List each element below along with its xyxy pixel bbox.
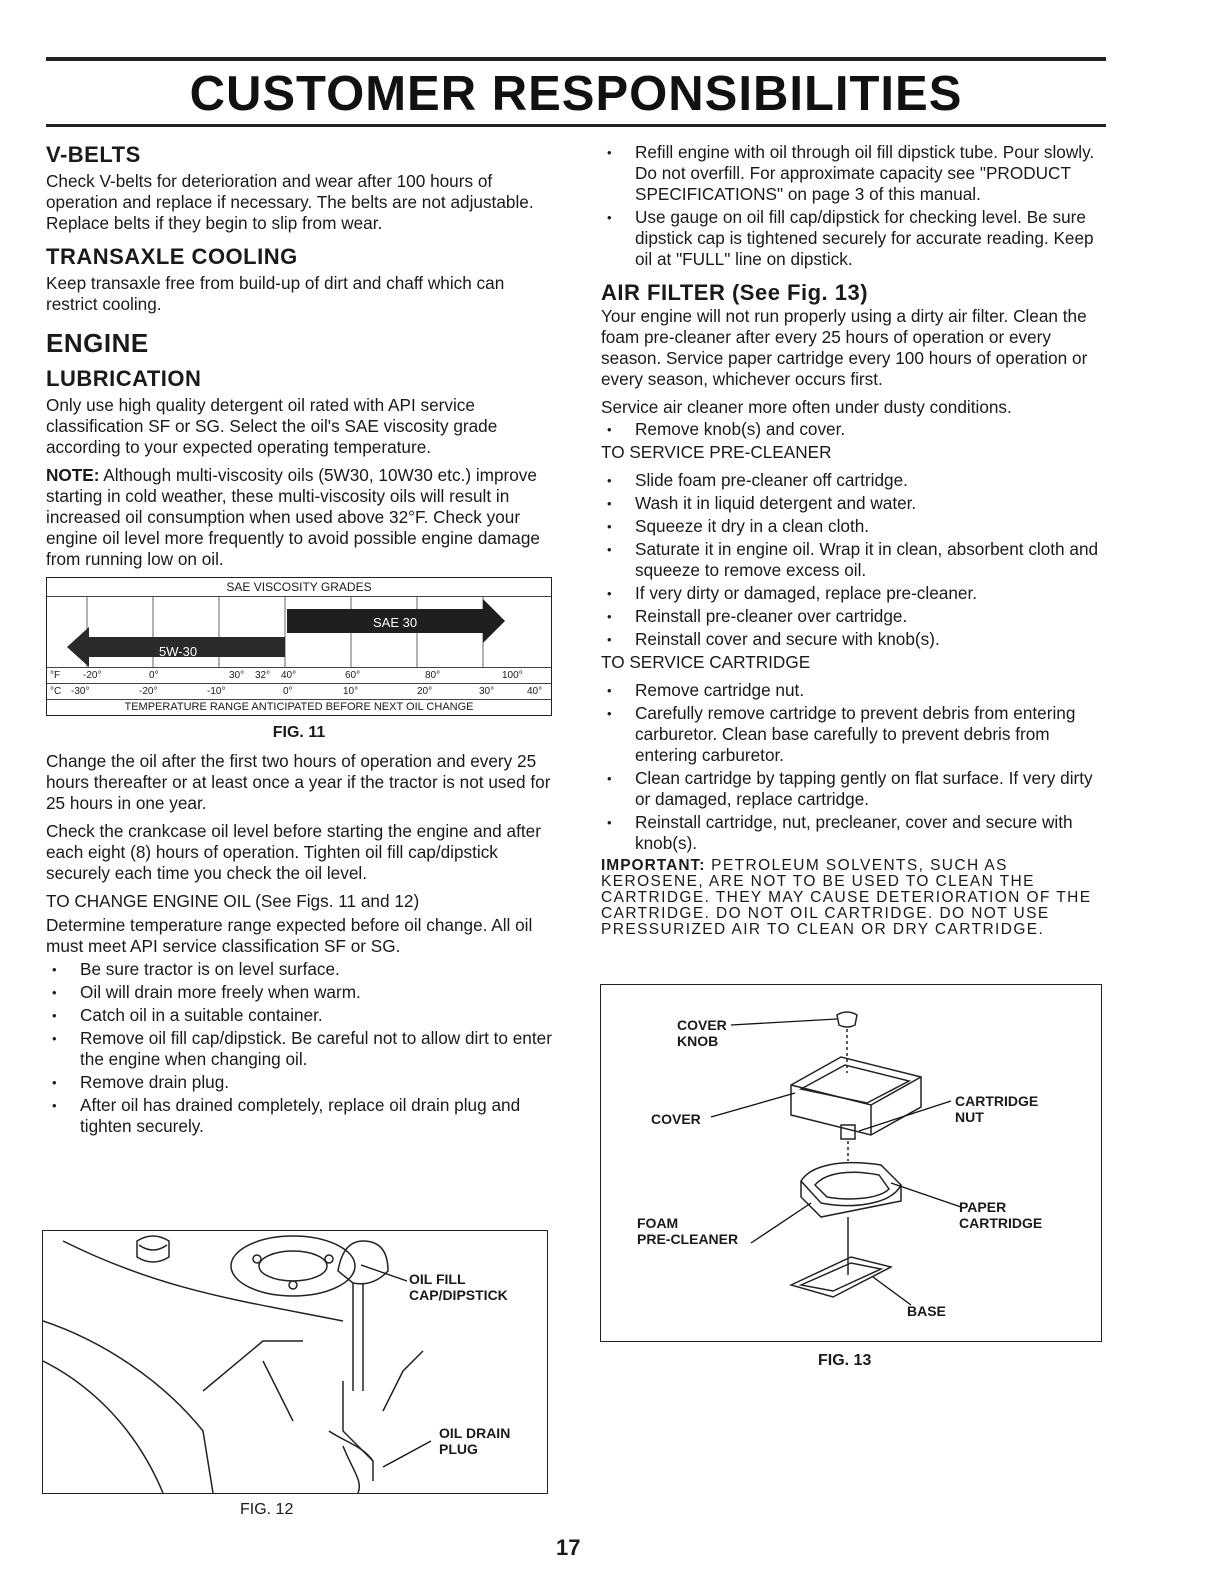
important-notice (601, 858, 1106, 938)
left-column (46, 144, 552, 1139)
fig11-label: FIG. 11 (272, 724, 326, 741)
c-unit: °C (50, 686, 62, 697)
note-text: Although multi-viscosity oils (5W30, 10W30 etc.) improve starting in cold weather, these multi-viscosity oils will result in increased oil consumption when used above 32°F. Check your engine oil level more frequently to avoid possible engine damage from running low on oil. (46, 465, 540, 569)
cartridge-steps (601, 680, 1106, 854)
f-tick: 0° (149, 670, 159, 681)
pre-cleaner-heading: TO SERVICE PRE-CLEANER (601, 442, 832, 462)
list-item: • If very dirty or damaged, replace pre-cleaner. (601, 583, 1106, 604)
oil-fill-label (409, 1271, 508, 1303)
transaxle-heading: TRANSAXLE COOLING (46, 244, 298, 269)
cartridge-nut-label-line1: CARTRIDGE (955, 1093, 1039, 1109)
viscosity-bars (47, 597, 551, 668)
important-text: PETROLEUM SOLVENTS, SUCH AS KEROSENE, ARE NOT TO BE USED TO CLEAN THE CARTRIDGE. THEY MAY CAUSE DETERIORATION OF THE CARTRIDGE. DO NOT OIL CARTRIDGE. DO NOT USE PRESSURIZED AIR TO CLEAN OR DRY CARTRIDGE. (601, 857, 1092, 938)
list-item: • Reinstall pre-cleaner over cartridge. (601, 606, 1106, 627)
fig13-air-filter-illustration (601, 985, 1101, 1341)
page-title: CUSTOMER RESPONSIBILITIES (189, 67, 963, 121)
fig13-box (600, 984, 1102, 1342)
c-tick: 30° (479, 686, 495, 697)
list-item: • Be sure tractor is on level surface. (46, 959, 552, 980)
list-item: • After oil has drained completely, replace oil drain plug and tighten securely. (46, 1095, 552, 1137)
vbelts-text: Check V-belts for deterioration and wear after 100 hours of operation and replace if necessary. The belts are not adjustable. Replace belts if they begin to slip from wear. (46, 171, 534, 233)
air-filter-text: Your engine will not run properly using a dirty air filter. Clean the foam pre-cleaner after every 25 hours of operation or every season. Service paper cartridge every 100 hours of operation or every season, whichever occurs first. (601, 306, 1088, 389)
oil-fill-label-line1: OIL FILL (409, 1271, 466, 1287)
c-tick: -10° (207, 686, 226, 697)
list-item: • Oil will drain more freely when warm. (46, 982, 552, 1003)
f-tick: 100° (502, 670, 523, 681)
5w30-label: 5W-30 (159, 644, 198, 659)
list-item: • Reinstall cover and secure with knob(s). (601, 629, 1106, 650)
oil-drain-label-line2: PLUG (439, 1441, 478, 1457)
title-underline (46, 124, 1106, 127)
transaxle-text: Keep transaxle free from build-up of dirt and chaff which can restrict cooling. (46, 273, 505, 314)
change-oil-text: Change the oil after the first two hours of operation and every 25 hours thereafter or at least once a year if the tractor is not used for 25 hours in one year. (46, 751, 551, 813)
c-tick: 40° (527, 686, 543, 697)
fig12-label: FIG. 12 (240, 1501, 294, 1518)
list-item: • Refill engine with oil through oil fill dipstick tube. Pour slowly. Do not overfill. For approximate capacity see "PRODUCT SPECIFICATIONS" on page 3 of this manual. (601, 142, 1106, 205)
check-level-text: Check the crankcase oil level before starting the engine and after each eight (8) hours of operation. Tighten oil fill cap/dipstick securely each time you check the oil level. (46, 821, 541, 883)
important-label: IMPORTANT: (601, 857, 706, 874)
c-tick: 10° (343, 686, 359, 697)
oil-change-steps (46, 959, 552, 1137)
list-item: • Remove knob(s) and cover. (601, 419, 1106, 440)
list-item: • Squeeze it dry in a clean cloth. (601, 516, 1106, 537)
list-item: • Reinstall cartridge, nut, precleaner, cover and secure with knob(s). (601, 812, 1106, 854)
f-tick: 32° (255, 670, 271, 681)
paper-cartridge-label-line1: PAPER (959, 1199, 1007, 1215)
pre-cleaner-steps (601, 470, 1106, 650)
c-tick: 20° (417, 686, 433, 697)
foam-pre-cleaner-label (637, 1215, 738, 1247)
cover-label: COVER (651, 1111, 701, 1127)
c-tick: -20° (139, 686, 158, 697)
vbelts-heading: V-BELTS (46, 142, 141, 167)
determine-text: Determine temperature range expected before oil change. All oil must meet API service classification SF or SG. (46, 915, 533, 956)
right-column (601, 142, 1106, 945)
engine-heading: ENGINE (46, 328, 149, 358)
foam-pre-cleaner-label-line1: FOAM (637, 1215, 679, 1231)
paper-cartridge-label-line2: CARTRIDGE (959, 1215, 1043, 1231)
fig12-box (42, 1230, 548, 1494)
f-tick: -20° (83, 670, 102, 681)
refill-steps (601, 142, 1106, 270)
note-label: NOTE: (46, 465, 100, 485)
oil-fill-label-line2: CAP/DIPSTICK (409, 1287, 508, 1303)
list-item: • Saturate it in engine oil. Wrap it in clean, absorbent cloth and squeeze to remove excess oil. (601, 539, 1106, 581)
list-item: • Use gauge on oil fill cap/dipstick for checking level. Be sure dipstick cap is tightened securely for accurate reading. Keep oil at "FULL" line on dipstick. (601, 207, 1106, 270)
viscosity-chart (46, 577, 552, 716)
oil-drain-label-line1: OIL DRAIN (439, 1425, 511, 1441)
top-rule (46, 57, 1106, 61)
fahrenheit-row (47, 668, 551, 684)
f-tick: 60° (345, 670, 361, 681)
f-tick: 40° (281, 670, 297, 681)
viscosity-footer: TEMPERATURE RANGE ANTICIPATED BEFORE NEXT OIL CHANGE (124, 701, 474, 713)
cartridge-heading: TO SERVICE CARTRIDGE (601, 652, 811, 672)
page-number: 17 (556, 1535, 581, 1560)
remove-knob-step (601, 419, 1106, 440)
air-filter-dusty: Service air cleaner more often under dusty conditions. (601, 397, 1012, 417)
paper-cartridge-label (959, 1199, 1042, 1231)
list-item: • Slide foam pre-cleaner off cartridge. (601, 470, 1106, 491)
to-change-heading: TO CHANGE ENGINE OIL (See Figs. 11 and 12) (46, 891, 420, 911)
f-unit: °F (50, 670, 61, 681)
c-tick: -30° (71, 686, 90, 697)
lubrication-text: Only use high quality detergent oil rated with API service classification SF or SG. Select the oil's SAE viscosity grade according to your expected operating temperature. (46, 395, 498, 457)
sae30-label: SAE 30 (373, 615, 418, 630)
cover-knob-label (677, 1017, 727, 1049)
fig13-label: FIG. 13 (818, 1352, 872, 1369)
f-tick: 30° (229, 670, 245, 681)
cartridge-nut-label (955, 1093, 1038, 1125)
air-filter-heading: AIR FILTER (See Fig. 13) (601, 280, 869, 305)
viscosity-bars-svg (47, 597, 551, 667)
oil-drain-label (439, 1425, 510, 1457)
list-item: • Catch oil in a suitable container. (46, 1005, 552, 1026)
list-item: • Remove cartridge nut. (601, 680, 1106, 701)
c-tick: 0° (283, 686, 293, 697)
lubrication-heading: LUBRICATION (46, 366, 202, 391)
cover-knob-label-line1: COVER (677, 1017, 727, 1033)
list-item: • Wash it in liquid detergent and water. (601, 493, 1106, 514)
list-item: • Carefully remove cartridge to prevent debris from entering carburetor. Clean base carefully to prevent debris from entering carburetor. (601, 703, 1106, 766)
cartridge-nut-label-line2: NUT (955, 1109, 984, 1125)
list-item: • Remove oil fill cap/dipstick. Be careful not to allow dirt to enter the engine when changing oil. (46, 1028, 552, 1070)
list-item: • Remove drain plug. (46, 1072, 552, 1093)
base-label: BASE (907, 1303, 946, 1319)
celsius-row (47, 684, 551, 700)
lubrication-note (46, 465, 552, 570)
viscosity-header: SAE VISCOSITY GRADES (47, 578, 551, 597)
foam-pre-cleaner-label-line2: PRE-CLEANER (637, 1231, 739, 1247)
list-item: • Clean cartridge by tapping gently on flat surface. If very dirty or damaged, replace cartridge. (601, 768, 1106, 810)
f-tick: 80° (425, 670, 441, 681)
cover-knob-label-line2: KNOB (677, 1033, 719, 1049)
